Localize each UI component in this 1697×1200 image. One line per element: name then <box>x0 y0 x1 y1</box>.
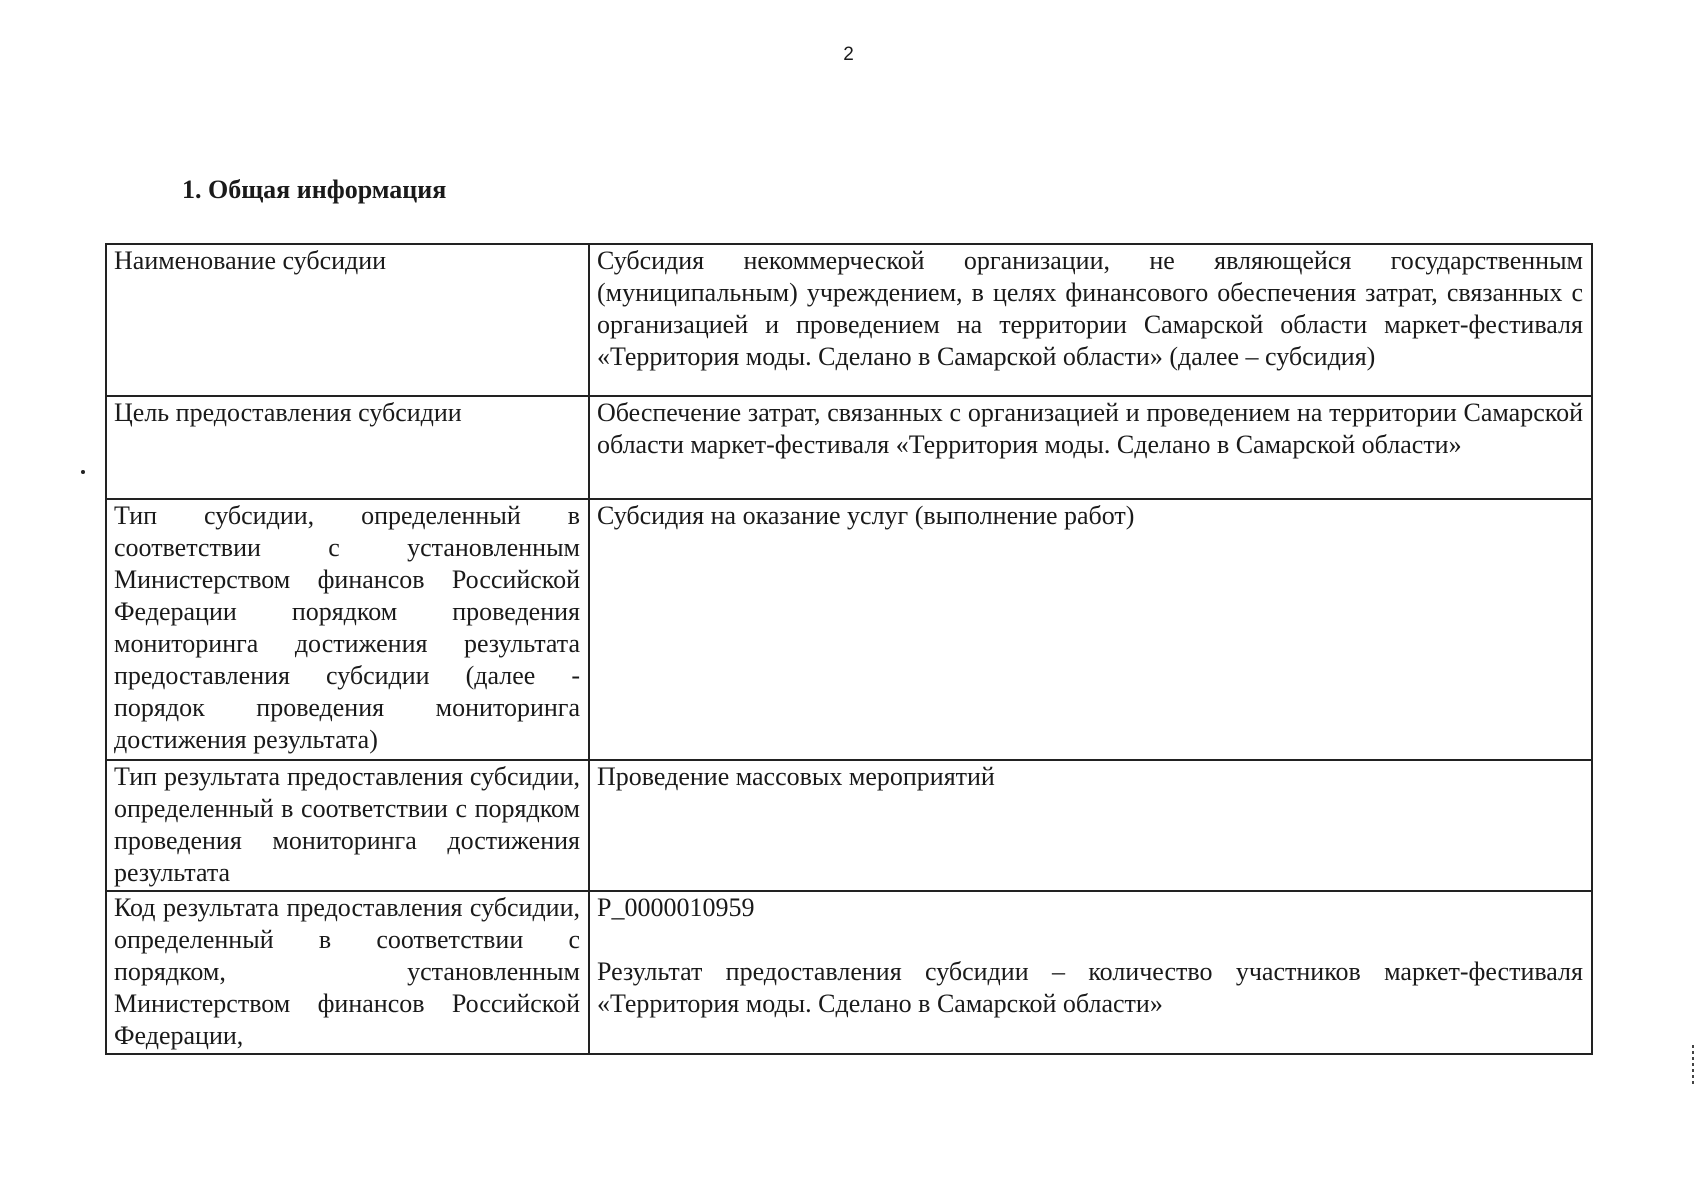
scan-dot-mark <box>81 470 85 474</box>
row-label-cell <box>106 891 589 1054</box>
table-row <box>106 499 1592 760</box>
spacer <box>597 924 1583 956</box>
subsidy-name-label: Наименование субсидии <box>114 246 387 275</box>
subsidy-name-value: Субсидия некоммерческой организации, не являющейся государственным (муниципальным) учреждением, в целях финансового обеспечения затрат, связанных с организацией и проведением на территории Самарской области маркет-фестиваля «Территория моды. Сделано в Самарской области» (далее – субсидия) <box>597 246 1583 371</box>
general-info-table <box>105 243 1593 1055</box>
subsidy-goal-label: Цель предоставления субсидии <box>114 398 462 427</box>
result-type-value: Проведение массовых мероприятий <box>597 762 995 791</box>
subsidy-type-label: Тип субсидии, определенный в соответствии с установленным Министерством финансов Российской Федерации порядком проведения мониторинга достижения результата предоставления субсидии (далее - порядок проведения мониторинга достижения результата) <box>114 501 580 754</box>
table-row <box>106 891 1592 1054</box>
row-value-cell <box>589 499 1592 760</box>
row-value-cell <box>589 760 1592 891</box>
table-row <box>106 396 1592 499</box>
row-label-cell <box>106 760 589 891</box>
scan-edge-mark <box>1692 1045 1694 1085</box>
table-row <box>106 760 1592 891</box>
result-description: Результат предоставления субсидии – количество участников маркет-фестиваля «Территория моды. Сделано в Самарской области» <box>597 957 1583 1018</box>
row-value-cell <box>589 891 1592 1054</box>
row-value-cell <box>589 396 1592 499</box>
row-label-cell <box>106 396 589 499</box>
subsidy-goal-value: Обеспечение затрат, связанных с организацией и проведением на территории Самарской области маркет-фестиваля «Территория моды. Сделано в Самарской области» <box>597 398 1583 459</box>
row-label-cell <box>106 499 589 760</box>
result-type-label: Тип результата предоставления субсидии, определенный в соответствии с порядком проведения мониторинга достижения результата <box>114 762 580 887</box>
page-number: 2 <box>843 44 854 65</box>
result-code-label: Код результата предоставления субсидии, определенный в соответствии с порядком, установленным Министерством финансов Российской Федерации, <box>114 893 580 1050</box>
row-label-cell <box>106 244 589 396</box>
table-row <box>106 244 1592 396</box>
section-title: 1. Общая информация <box>182 175 447 204</box>
result-code-value: P_0000010959 <box>597 893 755 922</box>
subsidy-type-value: Субсидия на оказание услуг (выполнение работ) <box>597 501 1135 530</box>
row-value-cell <box>589 244 1592 396</box>
